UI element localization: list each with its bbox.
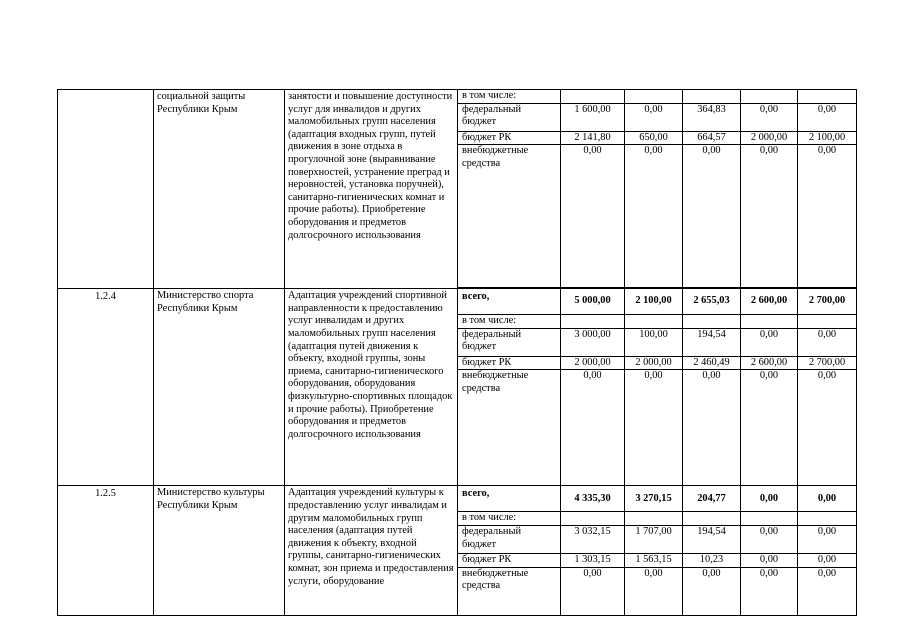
incl-label: в том числе: bbox=[458, 315, 561, 329]
rk-value: 650,00 bbox=[625, 131, 683, 145]
rk-label: бюджет РК bbox=[458, 553, 561, 567]
federal-value: 1 600,00 bbox=[561, 103, 625, 131]
extra-value: 0,00 bbox=[683, 370, 741, 486]
extra-label: внебюджетные средства bbox=[458, 145, 561, 288]
row-number: 1.2.5 bbox=[58, 486, 154, 615]
extra-value: 0,00 bbox=[741, 145, 798, 288]
total-value: 0,00 bbox=[741, 486, 798, 512]
row-number: 1.2.4 bbox=[58, 289, 154, 486]
total-value: 0,00 bbox=[798, 486, 857, 512]
extra-value: 0,00 bbox=[683, 567, 741, 615]
extra-value: 0,00 bbox=[798, 567, 857, 615]
federal-value: 3 000,00 bbox=[561, 328, 625, 356]
federal-label: федеральный бюджет bbox=[458, 328, 561, 356]
total-value: 2 100,00 bbox=[625, 289, 683, 315]
total-row bbox=[58, 486, 857, 512]
extra-value: 0,00 bbox=[561, 567, 625, 615]
total-value: 3 270,15 bbox=[625, 486, 683, 512]
federal-value: 0,00 bbox=[798, 328, 857, 356]
rk-value: 2 100,00 bbox=[798, 131, 857, 145]
rk-value: 2 460,49 bbox=[683, 356, 741, 370]
incl-label: в том числе: bbox=[458, 90, 561, 104]
extra-value: 0,00 bbox=[625, 370, 683, 486]
rk-value: 2 600,00 bbox=[741, 356, 798, 370]
federal-label: федеральный бюджет bbox=[458, 525, 561, 553]
rk-label: бюджет РК bbox=[458, 131, 561, 145]
rk-value: 0,00 bbox=[798, 553, 857, 567]
federal-value: 194,54 bbox=[683, 525, 741, 553]
responsible-org: Министерство культуры Республики Крым bbox=[154, 486, 285, 615]
extra-value: 0,00 bbox=[561, 145, 625, 288]
total-label: всего, bbox=[458, 486, 561, 512]
extra-value: 0,00 bbox=[798, 370, 857, 486]
measure-description: Адаптация учреждений спортивной направленности к предоставлению услуг инвалидам и других маломобильных групп населения (адаптация путей движения к объекту, входной группы, зоны приема, санитарно-гигиенического оборудования, оборудования физкультурно-спортивных площадок и прочие работы). Приобретение оборудования и предметов долгосрочного использования bbox=[285, 289, 458, 486]
extra-value: 0,00 bbox=[741, 370, 798, 486]
federal-value: 0,00 bbox=[798, 525, 857, 553]
federal-value: 100,00 bbox=[625, 328, 683, 356]
total-row bbox=[58, 289, 857, 315]
extra-value: 0,00 bbox=[625, 145, 683, 288]
rk-value: 0,00 bbox=[741, 553, 798, 567]
federal-value: 3 032,15 bbox=[561, 525, 625, 553]
extra-value: 0,00 bbox=[683, 145, 741, 288]
total-value: 5 000,00 bbox=[561, 289, 625, 315]
table-row bbox=[58, 90, 857, 104]
funding-table bbox=[57, 89, 857, 616]
extra-label: внебюджетные средства bbox=[458, 370, 561, 486]
total-label: всего, bbox=[458, 289, 561, 315]
responsible-org: социальной защиты Республики Крым bbox=[154, 90, 285, 289]
federal-value: 0,00 bbox=[741, 525, 798, 553]
extra-value: 0,00 bbox=[798, 145, 857, 288]
rk-value: 1 303,15 bbox=[561, 553, 625, 567]
measure-description: Адаптация учреждений культуры к предоставлению услуг инвалидам и другим маломобильных групп населения (адаптация путей движения к объекту, входной группы, санитарно-гигиенических комнат, зон приема и предоставления услуги, оборудование bbox=[285, 486, 458, 615]
federal-value: 0,00 bbox=[625, 103, 683, 131]
federal-value: 364,83 bbox=[683, 103, 741, 131]
total-value: 2 700,00 bbox=[798, 289, 857, 315]
extra-value: 0,00 bbox=[625, 567, 683, 615]
total-value: 2 655,03 bbox=[683, 289, 741, 315]
measure-description: занятости и повышение доступности услуг для инвалидов и других маломобильных групп населения (адаптация входных групп, путей движения в зоне отдыха в прогулочной зоне (выравнивание поверхностей, устранение преград и неровностей, установка поручней), санитарно-гигиенических комнат и прочие работы). Приобретение оборудования и предметов долгосрочного использования bbox=[285, 90, 458, 289]
rk-label: бюджет РК bbox=[458, 356, 561, 370]
federal-value: 194,54 bbox=[683, 328, 741, 356]
federal-label: федеральный бюджет bbox=[458, 103, 561, 131]
federal-value: 0,00 bbox=[741, 103, 798, 131]
rk-value: 2 000,00 bbox=[741, 131, 798, 145]
extra-label: внебюджетные средства bbox=[458, 567, 561, 615]
rk-value: 2 700,00 bbox=[798, 356, 857, 370]
rk-value: 10,23 bbox=[683, 553, 741, 567]
federal-value: 0,00 bbox=[798, 103, 857, 131]
total-value: 204,77 bbox=[683, 486, 741, 512]
total-value: 2 600,00 bbox=[741, 289, 798, 315]
rk-value: 664,57 bbox=[683, 131, 741, 145]
extra-value: 0,00 bbox=[561, 370, 625, 486]
rk-value: 1 563,15 bbox=[625, 553, 683, 567]
responsible-org: Министерство спорта Республики Крым bbox=[154, 289, 285, 486]
federal-value: 1 707,00 bbox=[625, 525, 683, 553]
rk-value: 2 141,80 bbox=[561, 131, 625, 145]
rk-value: 2 000,00 bbox=[625, 356, 683, 370]
total-value: 4 335,30 bbox=[561, 486, 625, 512]
rk-value: 2 000,00 bbox=[561, 356, 625, 370]
incl-label: в том числе: bbox=[458, 512, 561, 526]
row-number bbox=[58, 90, 154, 289]
extra-value: 0,00 bbox=[741, 567, 798, 615]
federal-value: 0,00 bbox=[741, 328, 798, 356]
